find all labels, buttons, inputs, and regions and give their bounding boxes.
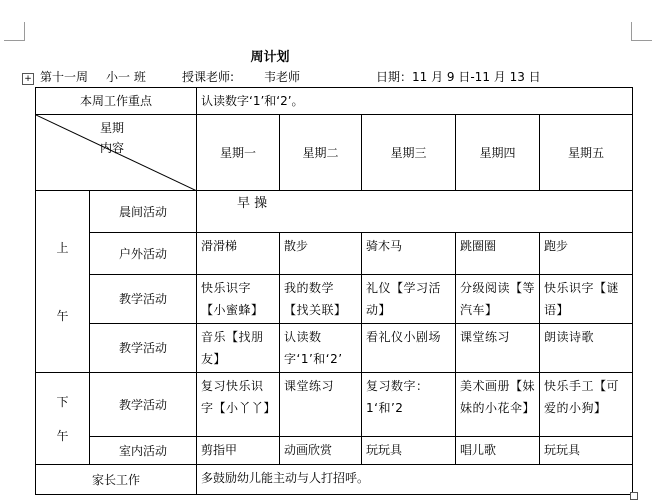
teaching-cell: 课堂练习	[280, 373, 362, 437]
teaching-cell: 复习数字：1‘和’2	[362, 373, 456, 437]
teacher-label: 授课老师:	[182, 70, 235, 84]
teaching-cell: 快乐识字【谜语】	[540, 275, 633, 324]
activity-label: 户外活动	[90, 233, 197, 275]
teacher-name: 韦老师	[264, 70, 301, 84]
morning-exercise-value: 早 操	[197, 191, 633, 233]
outdoor-cell: 跑步	[540, 233, 633, 275]
day-header: 星期五	[540, 115, 633, 191]
outdoor-cell: 骑木马	[362, 233, 456, 275]
focus-label: 本周工作重点	[36, 88, 197, 115]
morning-label-1: 上	[56, 240, 69, 255]
day-header: 星期二	[280, 115, 362, 191]
afternoon-label-2: 午	[56, 428, 69, 443]
morning-period-cell	[36, 191, 90, 373]
parent-work-label: 家长工作	[36, 465, 197, 495]
teaching-cell: 认读数字‘1’和‘2’	[280, 324, 362, 373]
teaching-cell: 礼仪【学习活动】	[362, 275, 456, 324]
activity-label: 室内活动	[90, 437, 197, 465]
parent-work-value: 多鼓励幼儿能主动与人打招呼。	[197, 465, 633, 495]
teaching-cell: 分级阅读【等汽车】	[456, 275, 540, 324]
teaching-cell: 复习快乐识字【小丫丫】	[197, 373, 280, 437]
day-header: 星期四	[456, 115, 540, 191]
class-name: 小一 班	[106, 70, 146, 84]
diag-top-label: 星期	[100, 121, 125, 135]
outdoor-cell: 滑滑梯	[197, 233, 280, 275]
activity-label: 晨间活动	[90, 191, 197, 233]
morning-label-2: 午	[56, 308, 69, 323]
day-header: 星期一	[197, 115, 280, 191]
teaching-cell: 看礼仪小剧场	[362, 324, 456, 373]
page-corner-mark-top-left	[4, 22, 25, 41]
activity-label: 教学活动	[90, 275, 197, 324]
date-range: 日期：11 月 9 日-11 月 13 日	[376, 70, 541, 84]
focus-value: 认读数字‘1’和‘2’。	[197, 88, 633, 115]
outdoor-cell: 散步	[280, 233, 362, 275]
teaching-cell: 朗读诗歌	[540, 324, 633, 373]
weekly-plan-table	[35, 87, 633, 495]
table-resize-handle-icon[interactable]	[630, 492, 638, 500]
teaching-cell: 快乐识字【小蜜蜂】	[197, 275, 280, 324]
table-move-handle-icon[interactable]: +	[22, 73, 34, 85]
document-title: 周计划	[250, 50, 290, 65]
day-header: 星期三	[362, 115, 456, 191]
activity-label: 教学活动	[90, 373, 197, 437]
afternoon-period-cell	[36, 373, 90, 465]
page-corner-mark-top-right	[631, 22, 652, 41]
teaching-cell: 音乐【找朋友】	[197, 324, 280, 373]
outdoor-cell: 跳圈圈	[456, 233, 540, 275]
teaching-cell: 快乐手工【可爱的小狗】	[540, 373, 633, 437]
teaching-cell: 课堂练习	[456, 324, 540, 373]
indoor-cell: 玩玩具	[362, 437, 456, 465]
indoor-cell: 玩玩具	[540, 437, 633, 465]
diag-bottom-label: 内容	[100, 141, 125, 155]
indoor-cell: 动画欣赏	[280, 437, 362, 465]
diagonal-header-cell	[36, 115, 197, 191]
indoor-cell: 剪指甲	[197, 437, 280, 465]
activity-label: 教学活动	[90, 324, 197, 373]
afternoon-label-1: 下	[56, 394, 69, 409]
week-number: 第十一周	[40, 70, 89, 84]
teaching-cell: 美术画册【妹妹的小花伞】	[456, 373, 540, 437]
indoor-cell: 唱儿歌	[456, 437, 540, 465]
teaching-cell: 我的数学【找关联】	[280, 275, 362, 324]
